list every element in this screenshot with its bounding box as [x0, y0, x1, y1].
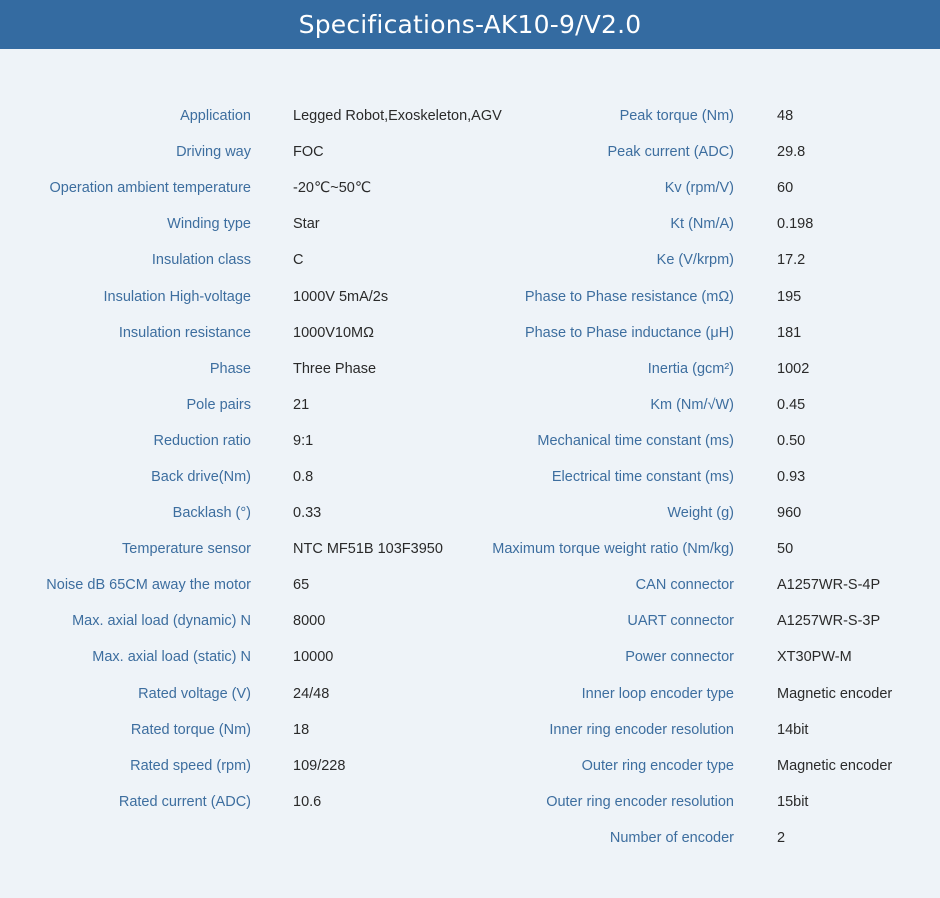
spec-value: 14bit — [777, 721, 809, 738]
spec-value: 8000 — [293, 613, 326, 630]
spec-row — [0, 134, 806, 170]
spec-label: Back drive(Nm) — [151, 468, 251, 485]
spec-label: Phase — [209, 360, 251, 377]
spec-value: Star — [293, 216, 320, 233]
spec-label: Rated speed (rpm) — [130, 757, 251, 774]
spec-label: Ke (V/krpm) — [656, 252, 734, 269]
spec-value: -20℃~50℃ — [293, 180, 372, 197]
spec-value: 15bit — [777, 793, 809, 810]
page-title: Specifications-AK10-9/V2.0 — [298, 10, 642, 39]
spec-row — [0, 242, 806, 278]
spec-label: Driving way — [176, 144, 251, 161]
spec-label: Reduction ratio — [153, 432, 251, 449]
spec-label: Inertia (gcm²) — [647, 360, 734, 377]
spec-row — [0, 784, 809, 820]
spec-row — [0, 676, 893, 712]
spec-label: CAN connector — [635, 577, 734, 594]
spec-value: Magnetic encoder — [777, 685, 893, 702]
spec-label: Maximum torque weight ratio (Nm/kg) — [492, 541, 734, 558]
spec-value: 0.198 — [777, 216, 814, 233]
spec-label: Mechanical time constant (ms) — [537, 432, 734, 449]
spec-label: Pole pairs — [186, 396, 251, 413]
spec-label: Electrical time constant (ms) — [551, 468, 734, 485]
spec-value: 9:1 — [293, 432, 314, 449]
spec-label: Outer ring encoder resolution — [546, 793, 734, 810]
spec-row — [0, 748, 893, 784]
spec-value: 10000 — [293, 649, 334, 666]
spec-row — [0, 98, 794, 134]
spec-row — [0, 603, 881, 639]
spec-value: 29.8 — [777, 144, 806, 161]
spec-value: 24/48 — [293, 685, 330, 702]
spec-value: 0.8 — [293, 468, 314, 485]
spec-value: A1257WR-S-3P — [777, 613, 881, 630]
spec-label: Rated torque (Nm) — [130, 721, 251, 738]
spec-value: A1257WR-S-4P — [777, 577, 881, 594]
spec-value: 1000V10MΩ — [293, 324, 374, 341]
spec-value: 0.33 — [293, 505, 322, 522]
spec-value: 18 — [293, 721, 310, 738]
spec-label: Winding type — [167, 216, 251, 233]
spec-value: 109/228 — [293, 757, 346, 774]
spec-label: Power connector — [625, 649, 734, 666]
spec-value: 48 — [777, 108, 794, 125]
spec-label: Number of encoder — [609, 829, 734, 846]
spec-label: Application — [180, 108, 251, 125]
spec-row — [0, 423, 806, 459]
spec-value: 960 — [777, 505, 802, 522]
spec-label: Operation ambient temperature — [49, 180, 251, 197]
spec-value: 0.45 — [777, 396, 806, 413]
spec-label: Km (Nm/√W) — [650, 396, 734, 413]
right-spec-column — [0, 98, 893, 856]
spec-label: Insulation High-voltage — [103, 288, 251, 305]
spec-row — [0, 639, 852, 675]
spec-value: 60 — [777, 180, 794, 197]
spec-value: 17.2 — [777, 252, 806, 269]
spec-row — [0, 495, 802, 531]
spec-row — [0, 206, 814, 242]
spec-value: 50 — [777, 541, 794, 558]
spec-value: 195 — [777, 288, 802, 305]
spec-value: 0.93 — [777, 468, 806, 485]
spec-label: Noise dB 65CM away the motor — [46, 577, 251, 594]
spec-value: 10.6 — [293, 793, 322, 810]
spec-label: Weight (g) — [667, 505, 734, 522]
spec-value: Three Phase — [293, 360, 377, 377]
spec-label: Outer ring encoder type — [581, 757, 734, 774]
spec-value: NTC MF51B 103F3950 — [293, 541, 443, 558]
spec-label: Peak current (ADC) — [607, 144, 734, 161]
spec-row — [0, 531, 794, 567]
spec-row — [0, 170, 794, 206]
title-bar — [0, 0, 940, 49]
spec-label: Temperature sensor — [122, 541, 251, 558]
spec-label: Peak torque (Nm) — [619, 108, 734, 125]
spec-row — [0, 278, 802, 314]
spec-label: Phase to Phase inductance (μH) — [524, 324, 734, 341]
spec-label: Phase to Phase resistance (mΩ) — [524, 288, 734, 305]
spec-value: 2 — [777, 829, 786, 846]
spec-value: Legged Robot,Exoskeleton,AGV — [293, 108, 502, 125]
spec-value: 1002 — [777, 360, 810, 377]
spec-row — [0, 351, 810, 387]
spec-label: Rated current (ADC) — [118, 793, 251, 810]
spec-label: Inner ring encoder resolution — [549, 721, 734, 738]
spec-label: UART connector — [627, 613, 734, 630]
spec-row — [0, 459, 806, 495]
spec-label: Inner loop encoder type — [581, 685, 734, 702]
spec-row — [0, 387, 806, 423]
spec-label: Kt (Nm/A) — [670, 216, 734, 233]
spec-row — [0, 567, 881, 603]
spec-row — [0, 820, 786, 856]
spec-label: Insulation class — [151, 252, 251, 269]
spec-label: Kv (rpm/V) — [664, 180, 734, 197]
spec-label: Rated voltage (V) — [138, 685, 251, 702]
spec-label: Backlash (°) — [172, 505, 251, 522]
spec-value: XT30PW-M — [777, 649, 852, 666]
spec-label: Insulation resistance — [118, 324, 251, 341]
spec-row — [0, 712, 809, 748]
spec-value: Magnetic encoder — [777, 757, 893, 774]
spec-label: Max. axial load (static) N — [92, 649, 251, 666]
spec-value: 65 — [293, 577, 310, 594]
spec-value: 1000V 5mA/2s — [293, 288, 389, 305]
spec-value: FOC — [293, 144, 324, 161]
spec-value: C — [293, 252, 304, 269]
spec-label: Max. axial load (dynamic) N — [72, 613, 251, 630]
spec-value: 21 — [293, 396, 310, 413]
spec-value: 181 — [777, 324, 802, 341]
spec-row — [0, 315, 802, 351]
spec-value: 0.50 — [777, 432, 806, 449]
